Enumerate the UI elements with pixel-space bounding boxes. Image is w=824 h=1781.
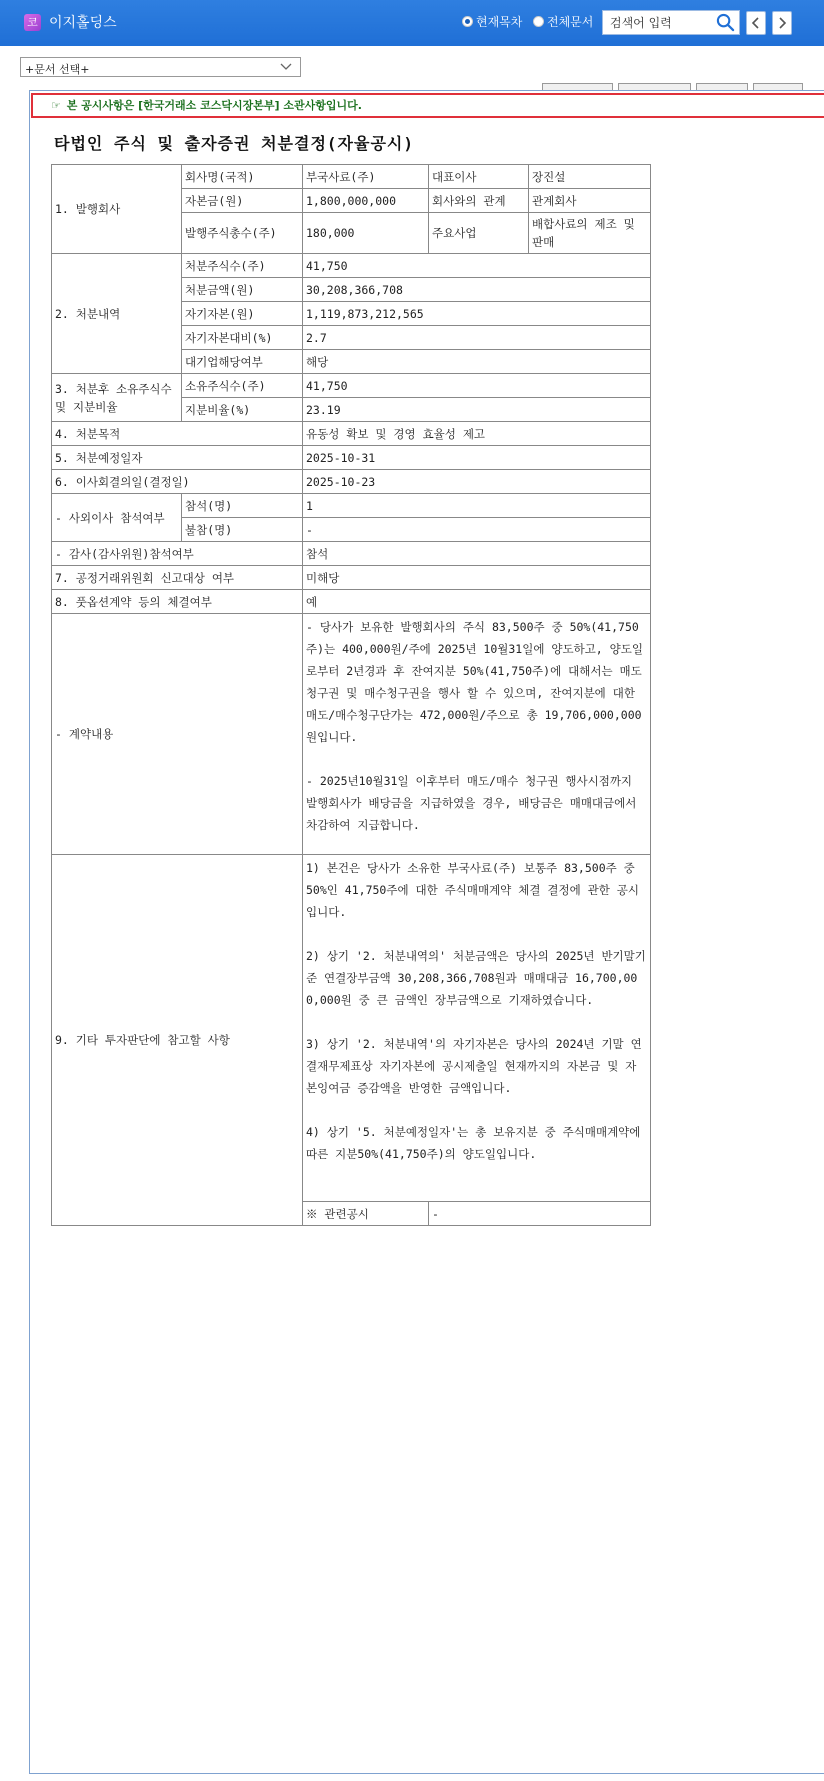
related-disclosure-value: - xyxy=(429,1202,651,1226)
cell-value: 예 xyxy=(303,590,651,614)
cell-value: - xyxy=(303,518,651,542)
contract-paragraph: - 당사가 보유한 발행회사의 주식 83,500주 중 50%(41,750주)는 400,000원/주에 2025년 10월31일에 양도하고, 양도일로부터 2년경과 후 잔여지분 50%(41,750주)에 대해서는 매도청구권 및 매수청구권을 행사 할 수 있으며, 잔여지분에 대한 매도/매수청구단가는 472,000원/주으로 총 19,706,000,000원입니다. xyxy=(306,620,643,744)
cell-value: 유동성 확보 및 경영 효율성 제고 xyxy=(303,422,651,446)
cell-label: 소유주식수(주) xyxy=(182,374,303,398)
table-row xyxy=(52,494,651,518)
document-title: 타법인 주식 및 출자증권 처분결정(자율공시) xyxy=(54,134,415,153)
row-label-etc: 9. 기타 투자판단에 참고할 사항 xyxy=(52,855,303,1226)
cell-label: 참석(명) xyxy=(182,494,303,518)
cell-value: 해당 xyxy=(303,350,651,374)
row-label-after: 3. 처분후 소유주식수 및 지분비율 xyxy=(52,374,182,422)
cell-value: 부국사료(주) xyxy=(303,165,429,189)
contract-content xyxy=(303,614,651,855)
cell-value: 미해당 xyxy=(303,566,651,590)
radio-current-toc[interactable] xyxy=(462,13,522,30)
pointing-hand-icon: ☞ xyxy=(51,99,61,112)
table-row xyxy=(52,542,651,566)
top-header xyxy=(0,0,824,47)
row-label-ftc: 7. 공정거래위원회 신고대상 여부 xyxy=(52,566,303,590)
cell-label: 불참(명) xyxy=(182,518,303,542)
etc-paragraph: 4) 상기 '5. 처분예정일자'는 총 보유지분 중 주식매매계약에따른 지분50%(41,750주)의 양도일입니다. xyxy=(306,1125,641,1161)
app-logo-icon: 코 xyxy=(24,14,41,31)
row-label-putoption: 8. 풋옵션계약 등의 체결여부 xyxy=(52,590,303,614)
chevron-down-icon xyxy=(280,62,292,72)
cell-label: 주요사업 xyxy=(429,213,529,254)
table-row xyxy=(52,566,651,590)
cell-value: 1,119,873,212,565 xyxy=(303,302,651,326)
cell-value: 장진설 xyxy=(529,165,651,189)
company-title: 이지홀딩스 xyxy=(49,15,117,31)
cell-label: 처분주식수(주) xyxy=(182,254,303,278)
cell-value: 2025-10-23 xyxy=(303,470,651,494)
cell-value: 23.19 xyxy=(303,398,651,422)
row-label-purpose: 4. 처분목적 xyxy=(52,422,303,446)
cell-label: 회사와의 관계 xyxy=(429,189,529,213)
etc-paragraph: 1) 본건은 당사가 소유한 부국사료(주) 보통주 83,500주 중 50%인 41,750주에 대한 주식매매계약 체결 결정에 관한 공시입니다. xyxy=(306,861,639,919)
notice-text: 본 공시사항은 [한국거래소 코스닥시장본부] 소관사항입니다. xyxy=(66,99,362,112)
notice-banner xyxy=(31,93,824,118)
cell-label: 발행주식총수(주) xyxy=(182,213,303,254)
radio-all-label: 전체문서 xyxy=(547,15,594,29)
cell-label: 자기자본대비(%) xyxy=(182,326,303,350)
cell-value: 180,000 xyxy=(303,213,429,254)
row-label-contract: - 계약내용 xyxy=(52,614,303,855)
prev-result-button[interactable] xyxy=(746,11,766,35)
chevron-right-icon xyxy=(777,17,787,29)
disclosure-table xyxy=(51,164,651,1226)
cell-value: 관계회사 xyxy=(529,189,651,213)
cell-value: 2025-10-31 xyxy=(303,446,651,470)
cell-label: 처분금액(원) xyxy=(182,278,303,302)
cell-label: 회사명(국적) xyxy=(182,165,303,189)
radio-all-docs[interactable] xyxy=(533,13,593,30)
table-row xyxy=(52,590,651,614)
radio-current-label: 현재목차 xyxy=(476,15,523,29)
chevron-left-icon xyxy=(751,17,761,29)
row-label-auditor: - 감사(감사위원)참석여부 xyxy=(52,542,303,566)
cell-value: 1,800,000,000 xyxy=(303,189,429,213)
table-row xyxy=(52,470,651,494)
contract-paragraph: - 2025년10월31일 이후부터 매도/매수 청구권 행사시점까지 발행회사가 배당금을 지급하였을 경우, 배당금은 매매대금에서 차감하여 지급합니다. xyxy=(306,774,637,832)
row-label-board: 6. 이사회결의일(결정일) xyxy=(52,470,303,494)
table-row xyxy=(52,614,651,855)
row-label-outside-directors: - 사외이사 참석여부 xyxy=(52,494,182,542)
document-select-value: +문서 선택+ xyxy=(25,63,90,76)
cell-label: 대기업해당여부 xyxy=(182,350,303,374)
table-row xyxy=(52,855,651,1202)
cell-label: 자본금(원) xyxy=(182,189,303,213)
radio-checked-icon[interactable] xyxy=(462,16,473,27)
table-row xyxy=(52,446,651,470)
cell-value: 배합사료의 제조 및 판매 xyxy=(529,213,651,254)
cell-label: 대표이사 xyxy=(429,165,529,189)
document-select[interactable] xyxy=(20,57,301,77)
cell-value: 41,750 xyxy=(303,374,651,398)
etc-paragraph: 3) 상기 '2. 처분내역'의 자기자본은 당사의 2024년 기말 연결재무제표상 자기자본에 공시제출일 현재까지의 자본금 및 자본잉여금 증감액을 반영한 금액입니다. xyxy=(306,1037,642,1095)
row-label-issuer: 1. 발행회사 xyxy=(52,165,182,254)
row-label-date: 5. 처분예정일자 xyxy=(52,446,303,470)
cell-value: 1 xyxy=(303,494,651,518)
cell-label: 자기자본(원) xyxy=(182,302,303,326)
search-input[interactable] xyxy=(603,11,718,34)
radio-unchecked-icon[interactable] xyxy=(533,16,544,27)
table-row xyxy=(52,422,651,446)
cell-value: 41,750 xyxy=(303,254,651,278)
cell-label: 지분비율(%) xyxy=(182,398,303,422)
search-icon[interactable] xyxy=(716,13,735,32)
related-disclosure-label: ※ 관련공시 xyxy=(303,1202,429,1226)
row-label-disposal: 2. 처분내역 xyxy=(52,254,182,374)
etc-content xyxy=(303,855,651,1202)
etc-paragraph: 2) 상기 '2. 처분내역의' 처분금액은 당사의 2025년 반기말기준 연결장부금액 30,208,366,708원과 매매대금 16,700,000,000원 중 큰 금액인 장부금액으로 기재하였습니다. xyxy=(306,949,646,1007)
cell-value: 30,208,366,708 xyxy=(303,278,651,302)
table-row xyxy=(52,374,651,398)
cell-value: 참석 xyxy=(303,542,651,566)
search-box xyxy=(602,10,740,35)
next-result-button[interactable] xyxy=(772,11,792,35)
table-row xyxy=(52,254,651,278)
table-row xyxy=(52,165,651,189)
cell-value: 2.7 xyxy=(303,326,651,350)
